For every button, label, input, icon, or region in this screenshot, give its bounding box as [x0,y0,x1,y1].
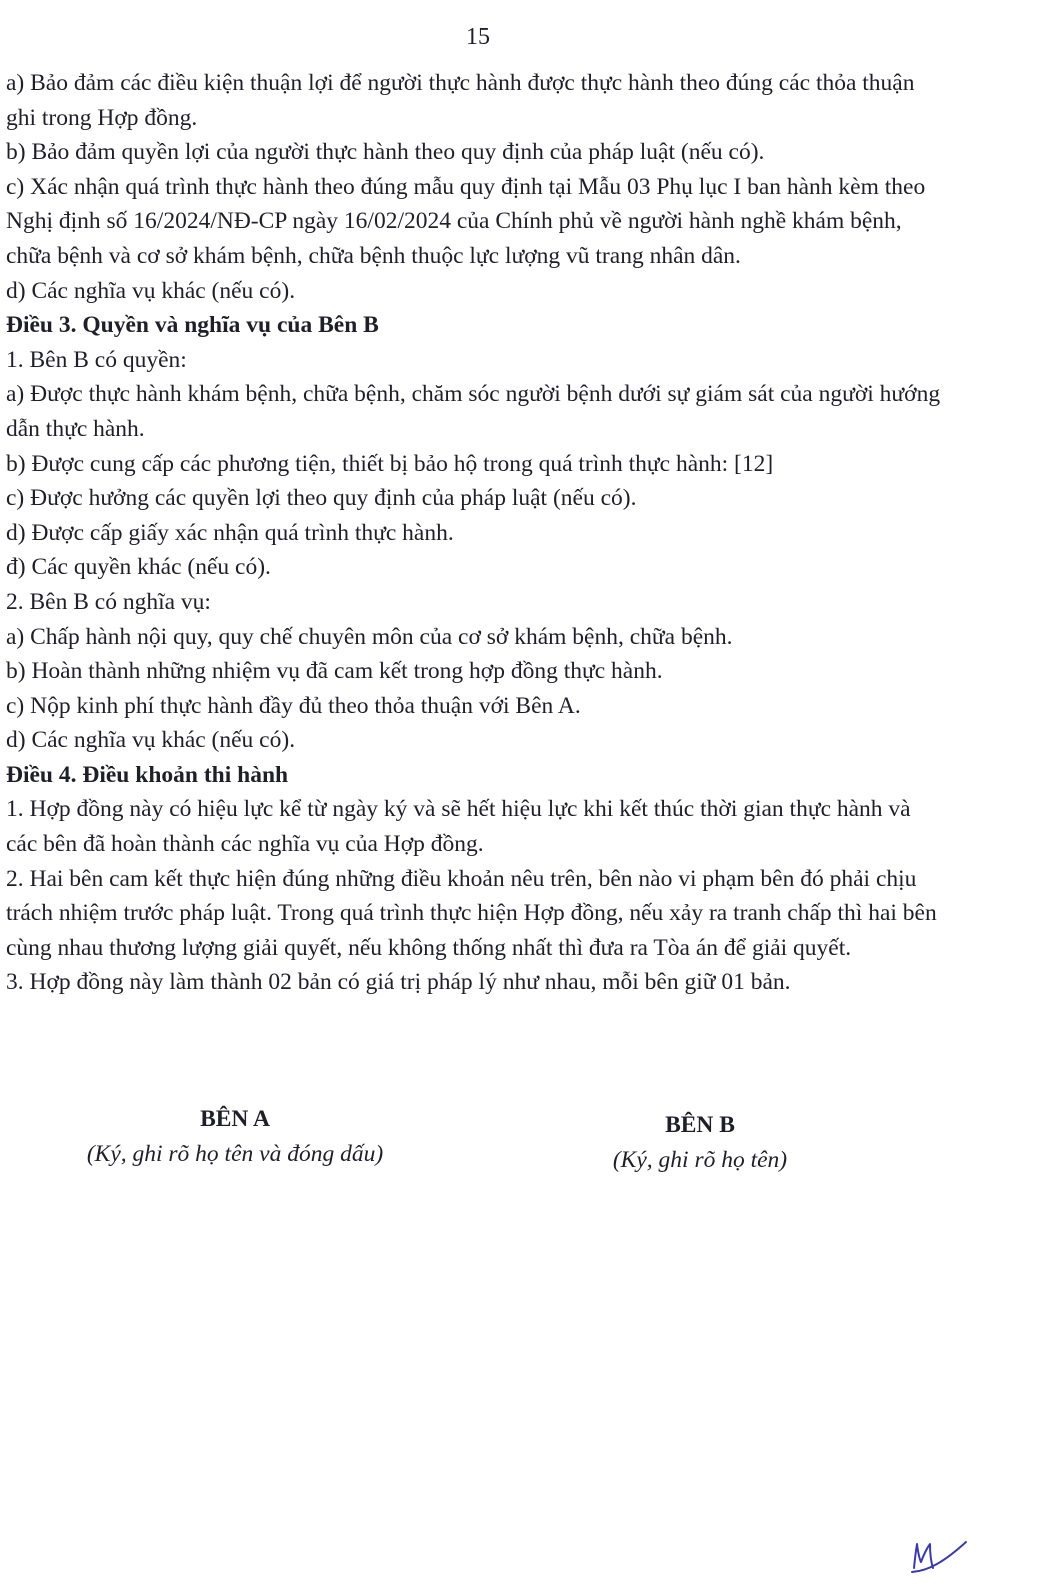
clause-b-rights-guarantee: b) Bảo đảm quyền lợi của người thực hành theo quy định của pháp luật (nếu có). [6,139,765,166]
signature-section [0,1102,1040,1182]
page-number: 15 [466,24,490,50]
party-a-note: (Ký, ghi rõ họ tên và đóng dấu) [86,1141,384,1167]
article-3-heading: Điều 3. Quyền và nghĩa vụ của Bên B [6,312,379,339]
article-4-heading: Điều 4. Điều khoản thi hành [6,761,289,788]
clause-d-other-obligations: d) Các nghĩa vụ khác (nếu có). [6,277,296,304]
obligation-c-fees: c) Nộp kinh phí thực hành đầy đủ theo thỏa thuận với Bên A. [6,692,581,719]
party-b-title: BÊN B [665,1112,735,1138]
obligation-d-other: d) Các nghĩa vụ khác (nếu có). [6,727,296,754]
document-body [6,66,946,1000]
right-d-certificate: d) Được cấp giấy xác nhận quá trình thực hành. [6,519,454,546]
right-c-benefits: c) Được hưởng các quyền lợi theo quy định của pháp luật (nếu có). [6,485,637,512]
term-3-copies: 3. Hợp đồng này làm thành 02 bản có giá trị pháp lý như nhau, mỗi bên giữ 01 bản. [6,969,791,996]
clause-c-confirmation: c) Xác nhận quá trình thực hành theo đúng mẫu quy định tại Mẫu 03 Phụ lục I ban hành kèm theo Nghị định số 16/2024/NĐ-CP ngày 16/02/2024 của Chính phủ về người hành nghề khám bệnh, chữa bệnh và cơ sở khám bệnh, chữa bệnh thuộc lực lượng vũ trang nhân dân. [6,173,926,269]
party-b-signature-block [545,1108,855,1178]
party-a-title: BÊN A [200,1106,270,1132]
party-b-rights-intro: 1. Bên B có quyền: [6,346,187,373]
right-a-practice: a) Được thực hành khám bệnh, chữa bệnh, chăm sóc người bệnh dưới sự giám sát của người hướng dẫn thực hành. [6,381,941,442]
right-b-equipment: b) Được cung cấp các phương tiện, thiết bị bảo hộ trong quá trình thực hành: [12] [6,450,774,477]
party-b-note: (Ký, ghi rõ họ tên) [612,1147,788,1173]
term-2-commitment: 2. Hai bên cam kết thực hiện đúng những điều khoản nêu trên, bên nào vi phạm bên đó phải chịu trách nhiệm trước pháp luật. Trong quá trình thực hiện Hợp đồng, nếu xảy ra tranh chấp thì hai bên cùng nhau thương lượng giải quyết, nếu không thống nhất thì đưa ra Tòa án để giải quyết. [6,865,937,961]
obligation-a-rules: a) Chấp hành nội quy, quy chế chuyên môn của cơ sở khám bệnh, chữa bệnh. [6,623,733,650]
obligation-b-tasks: b) Hoàn thành những nhiệm vụ đã cam kết trong hợp đồng thực hành. [6,658,663,685]
term-1-effective: 1. Hợp đồng này có hiệu lực kể từ ngày ký và sẽ hết hiệu lực khi kết thúc thời gian thực hành và các bên đã hoàn thành các nghĩa vụ của Hợp đồng. [6,796,911,858]
party-b-obligations-intro: 2. Bên B có nghĩa vụ: [6,588,211,615]
party-a-signature-block [30,1102,440,1172]
handwritten-initials [900,1524,970,1584]
clause-a-favorable-conditions: a) Bảo đảm các điều kiện thuận lợi để người thực hành được thực hành theo đúng các thỏa thuận ghi trong Hợp đồng. [6,70,915,131]
right-dd-other: đ) Các quyền khác (nếu có). [6,554,271,581]
